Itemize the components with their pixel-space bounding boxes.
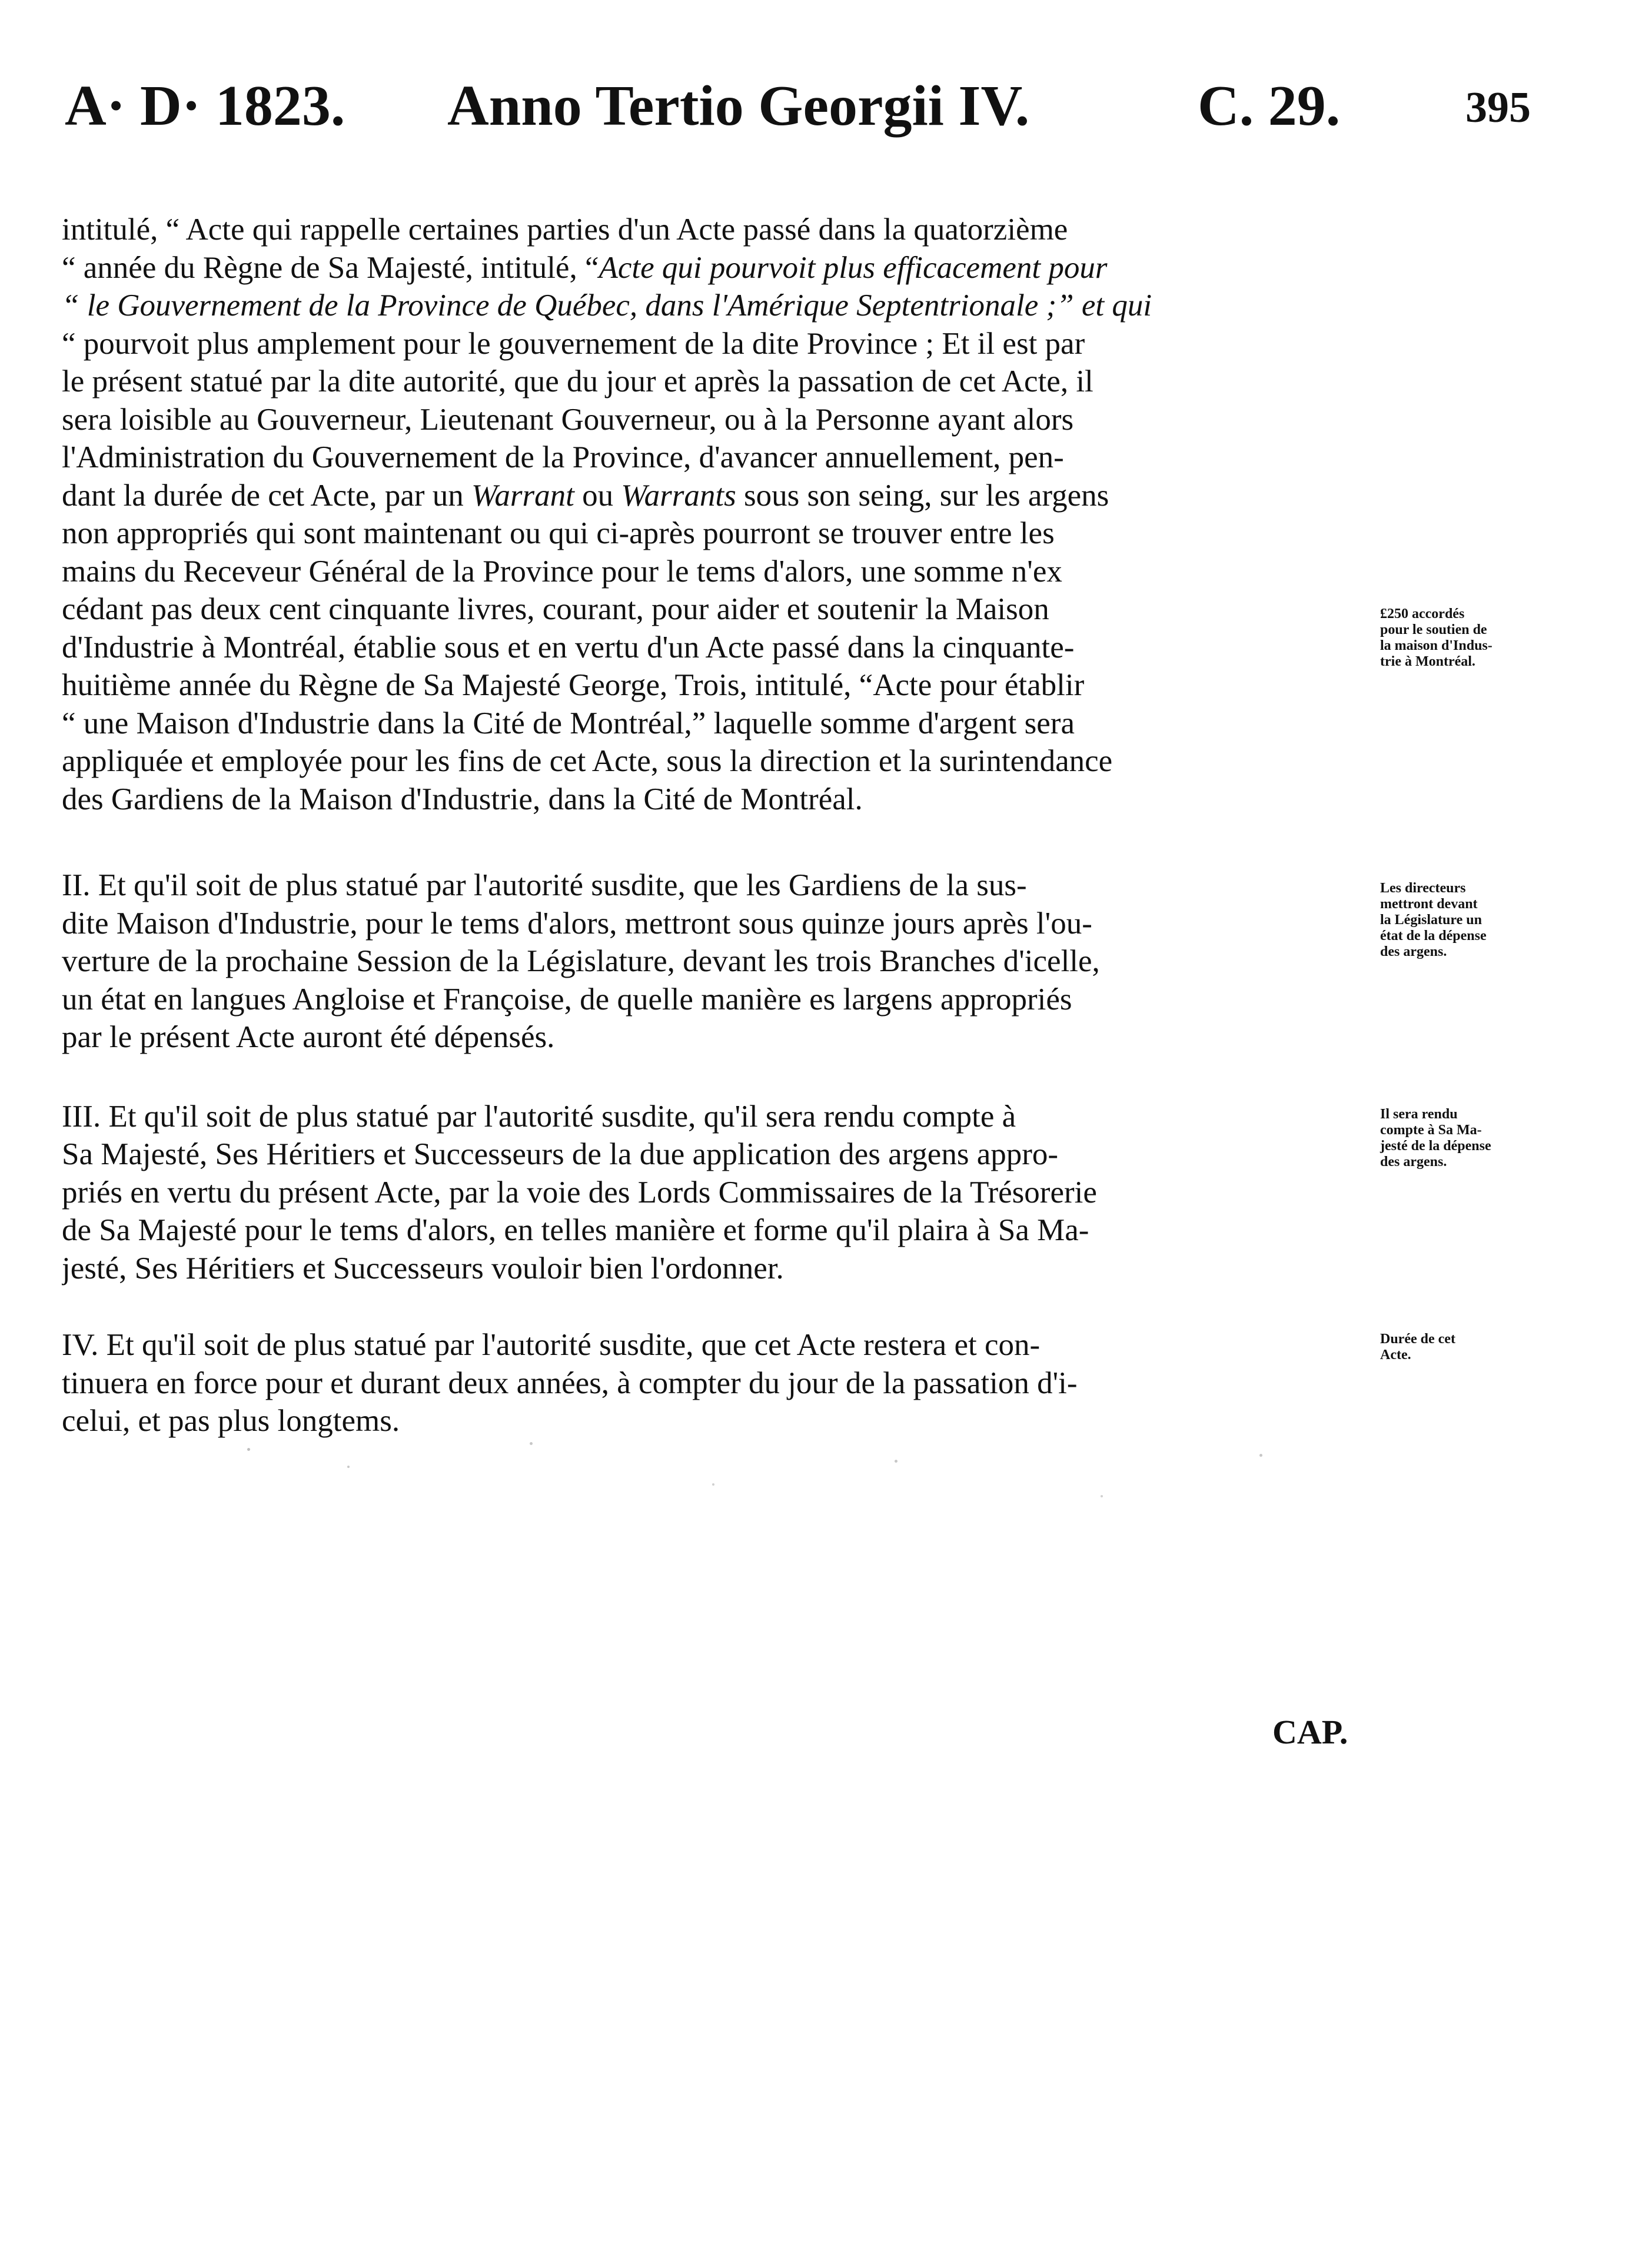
text-span: “ année du Règne de Sa Majesté, intitulé, “: [62, 250, 599, 285]
text-line: de Sa Majesté pour le tems d'alors, en telles manière et forme qu'il plaira à Sa Ma-: [62, 1213, 1089, 1247]
margin-note-line: des argens.: [1380, 944, 1447, 959]
text-line: “ pourvoit plus amplement pour le gouvernement de la dite Province ; Et il est par: [62, 326, 1085, 361]
text-line: [62, 249, 1374, 287]
text-line: IV. Et qu'il soit de plus statué par l'autorité susdite, que cet Acte restera et con-: [62, 1328, 1041, 1362]
text-line: un état en langues Angloise et Françoise, de quelle manière es largens appropriés: [62, 982, 1072, 1017]
text-line: [62, 287, 1374, 325]
margin-note-directors: [1380, 881, 1557, 960]
text-line: priés en vertu du présent Acte, par la voie des Lords Commissaires de la Trésorerie: [62, 1175, 1097, 1210]
page-number: 395: [1465, 84, 1531, 132]
italic-warrants: Warrants: [621, 478, 736, 513]
catchword: CAP.: [1272, 1713, 1348, 1751]
margin-note-line: Il sera rendu: [1380, 1107, 1458, 1122]
margin-note-line: la Législature un: [1380, 912, 1482, 928]
paragraph-1: [62, 211, 1374, 818]
margin-note-grant: [1380, 606, 1557, 670]
paragraph-4: [62, 1326, 1374, 1440]
text-line: dite Maison d'Industrie, pour le tems d'alors, mettront sous quinze jours après l'ou-: [62, 906, 1092, 941]
text-line: III. Et qu'il soit de plus statué par l'autorité susdite, qu'il sera rendu compte à: [62, 1099, 1016, 1134]
body-text: [62, 211, 1374, 1440]
text-span: dant la durée de cet Acte, par un: [62, 478, 472, 513]
text-line: d'Industrie à Montréal, établie sous et en vertu d'un Acte passé dans la cinquante-: [62, 630, 1075, 665]
running-header: [65, 71, 1595, 153]
header-title: Anno Tertio Georgii IV.: [447, 74, 1030, 138]
margin-note-line: trie à Montréal.: [1380, 654, 1475, 669]
text-line: jesté, Ses Héritiers et Successeurs vouloir bien l'ordonner.: [62, 1251, 784, 1286]
margin-note-account: [1380, 1107, 1557, 1170]
margin-note-line: mettront devant: [1380, 896, 1478, 912]
text-line: intitulé, “ Acte qui rappelle certaines parties d'un Acte passé dans la quatorzième: [62, 212, 1068, 247]
text-line: celui, et pas plus longtems.: [62, 1404, 400, 1438]
paragraph-3: [62, 1098, 1374, 1288]
margin-note-line: la maison d'Indus-: [1380, 638, 1493, 653]
text-line: huitième année du Règne de Sa Majesté George, Trois, intitulé, “Acte pour établir: [62, 668, 1085, 702]
paragraph-2: [62, 866, 1374, 1057]
text-line: cédant pas deux cent cinquante livres, courant, pour aider et soutenir la Maison: [62, 592, 1049, 626]
text-line: [62, 477, 1374, 515]
italic-title-cont: “ le Gouvernement de la Province de Québec, dans l'Amérique Septentrionale ;” et qui: [62, 288, 1152, 323]
margin-note-duration: [1380, 1331, 1557, 1363]
margin-note-line: compte à Sa Ma-: [1380, 1122, 1482, 1138]
margin-note-line: £250 accordés: [1380, 606, 1465, 622]
margin-note-line: pour le soutien de: [1380, 622, 1487, 637]
text-span: sous son seing, sur les argens: [736, 478, 1109, 513]
bleed-through-texture: [224, 1430, 1342, 1524]
text-line: II. Et qu'il soit de plus statué par l'autorité susdite, que les Gardiens de la sus-: [62, 868, 1027, 902]
margin-note-line: des argens.: [1380, 1154, 1447, 1170]
text-line: des Gardiens de la Maison d'Industrie, dans la Cité de Montréal.: [62, 782, 863, 816]
italic-warrant: Warrant: [471, 478, 574, 513]
text-line: verture de la prochaine Session de la Législature, devant les trois Branches d'icelle,: [62, 944, 1100, 978]
text-line: tinuera en force pour et durant deux années, à compter du jour de la passation d'i-: [62, 1366, 1078, 1400]
text-line: par le présent Acte auront été dépensés.: [62, 1020, 555, 1054]
margin-note-line: Durée de cet: [1380, 1331, 1455, 1347]
margin-note-line: état de la dépense: [1380, 928, 1487, 944]
text-line: appliquée et employée pour les fins de cet Acte, sous la direction et la surintendance: [62, 744, 1113, 778]
text-line: le présent statué par la dite autorité, que du jour et après la passation de cet Acte, il: [62, 364, 1093, 398]
italic-title: Acte qui pourvoit plus efficacement pour: [599, 250, 1108, 285]
header-chapter: C. 29.: [1198, 74, 1341, 138]
text-span: ou: [574, 478, 621, 513]
margin-note-line: Acte.: [1380, 1347, 1411, 1363]
text-line: Sa Majesté, Ses Héritiers et Successeurs de la due application des argens appro-: [62, 1137, 1059, 1171]
text-line: sera loisible au Gouverneur, Lieutenant Gouverneur, ou à la Personne ayant alors: [62, 402, 1074, 437]
text-line: l'Administration du Gouvernement de la Province, d'avancer annuellement, pen-: [62, 440, 1064, 474]
text-line: “ une Maison d'Industrie dans la Cité de Montréal,” laquelle somme d'argent sera: [62, 706, 1075, 740]
margin-note-line: jesté de la dépense: [1380, 1138, 1491, 1154]
margin-note-line: Les directeurs: [1380, 881, 1466, 896]
header-year: A· D· 1823.: [65, 74, 345, 138]
text-line: non appropriés qui sont maintenant ou qui ci-après pourront se trouver entre les: [62, 516, 1055, 550]
text-line: mains du Receveur Général de la Province pour le tems d'alors, une somme n'ex: [62, 554, 1062, 589]
